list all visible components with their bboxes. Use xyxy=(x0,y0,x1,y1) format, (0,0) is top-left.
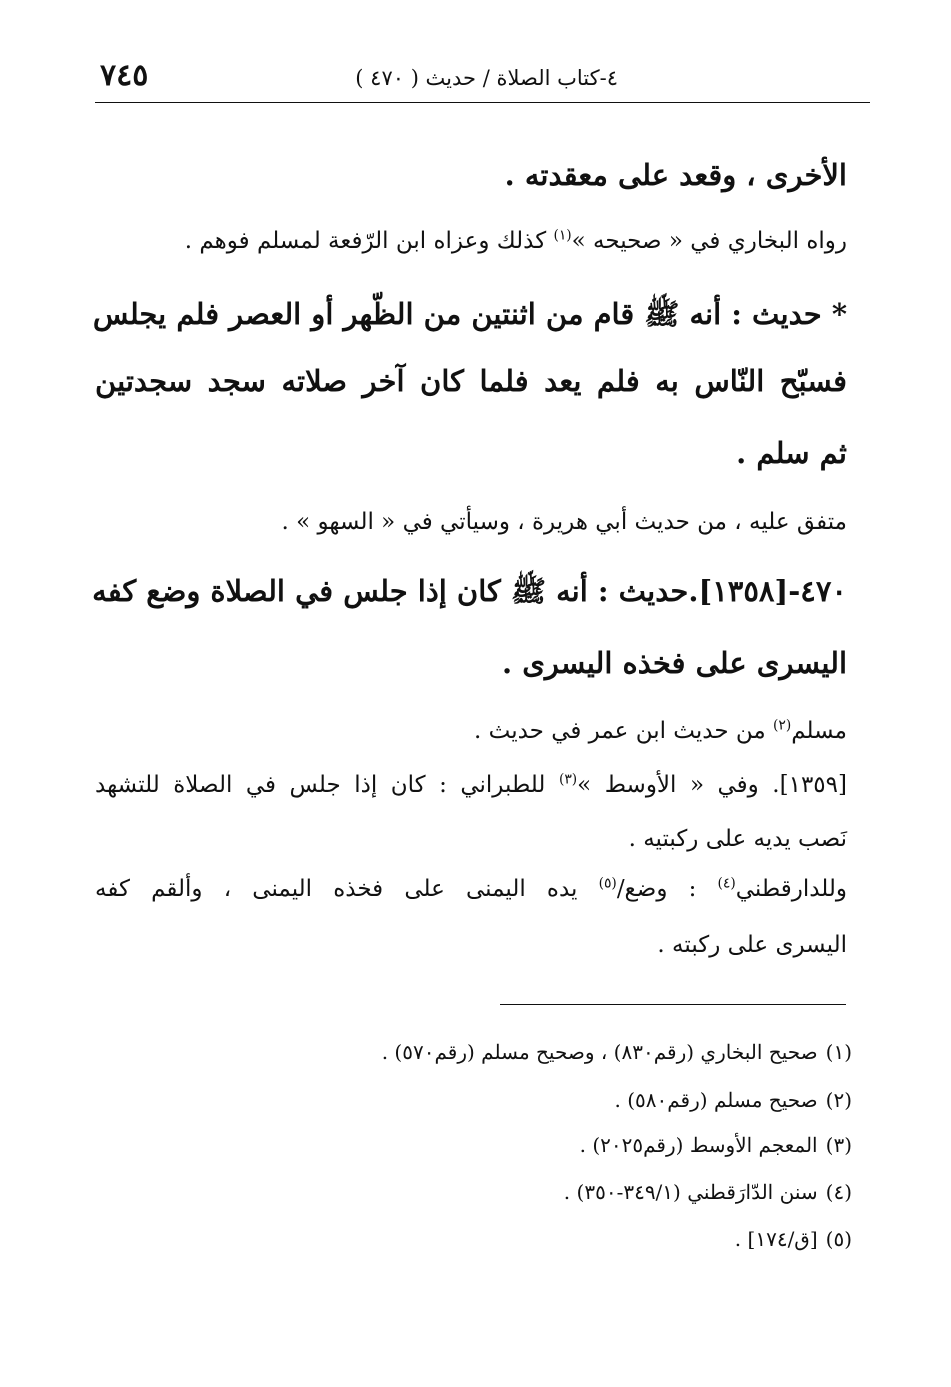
footnote-number: (٤) xyxy=(825,1180,852,1204)
body-line-text: مسلم xyxy=(791,718,847,744)
footnote xyxy=(300,1180,852,1204)
body-line-text: فسبّح النّاس به فلم يعد فلما كان آخر صلاته سجد سجدتين xyxy=(95,364,847,398)
footnote-text: صحيح مسلم (رقم٥٨٠) . xyxy=(614,1088,818,1112)
footnote-text: المعجم الأوسط (رقم٢٠٢٥) . xyxy=(579,1133,818,1157)
footnote xyxy=(300,1040,852,1064)
body-line xyxy=(95,509,847,535)
footnote-ref: (٣) xyxy=(558,771,578,788)
body-line-text: اليسرى على فخذه اليسرى . xyxy=(502,646,847,680)
body-line-text: يده اليمنى على فخذه اليمنى ، وألقم كفه xyxy=(95,876,599,902)
body-line-text: [١٣٥٩]. وفي « الأوسط » xyxy=(577,772,847,798)
footnote-ref: (٥) xyxy=(598,875,617,892)
page-number: ٧٤٥ xyxy=(100,58,149,93)
body-line-text: : وضع/ xyxy=(616,876,718,902)
footnote-text: صحيح البخاري (رقم٨٣٠) ، وصحيح مسلم (رقم٥٧٠) . xyxy=(381,1040,818,1064)
body-line xyxy=(95,826,847,852)
body-line-text: الأخرى ، وقعد على معقدته . xyxy=(504,158,847,192)
footnote-ref: (٤) xyxy=(717,875,736,892)
body-line-text: نَصب يديه على ركبتيه . xyxy=(628,826,847,852)
footnote-number: (٢) xyxy=(825,1088,852,1112)
body-line-text: وللدارقطني xyxy=(735,876,848,902)
body-line xyxy=(95,932,847,958)
body-line-text: * حديث : أنه ﷺ قام من اثنتين من الظّهر أو العصر فلم يجلس xyxy=(92,297,847,331)
hadith-line xyxy=(95,364,847,398)
hadith-line xyxy=(95,436,847,470)
running-header: ٤-كتاب الصلاة / حديث ( ٤٧٠ ) xyxy=(355,66,618,90)
body-line xyxy=(95,228,847,254)
body-line-text: ٤٧٠-[١٣٥٨].حديث : أنه ﷺ كان إذا جلس في الصلاة وضع كفه xyxy=(92,574,847,608)
footnote-text: سنن الدّارَقطني (٣٤٩/١-٣٥٠) . xyxy=(563,1180,818,1204)
body-line-text: اليسرى على ركبته . xyxy=(657,932,847,958)
footnote xyxy=(300,1133,852,1157)
body-line xyxy=(95,876,847,902)
footnote-number: (١) xyxy=(825,1040,852,1064)
footnote xyxy=(300,1227,852,1251)
body-line-text: متفق عليه ، من حديث أبي هريرة ، وسيأتي في « السهو » . xyxy=(281,509,847,535)
footnote-ref: (٢) xyxy=(773,717,792,734)
hadith-line xyxy=(92,297,847,339)
body-line xyxy=(95,772,847,798)
footnote-number: (٥) xyxy=(825,1227,852,1251)
footnote-rule xyxy=(500,1004,846,1005)
body-line-text: للطبراني : كان إذا جلس في الصلاة للتشهد xyxy=(95,772,559,798)
body-line-text: ثم سلم . xyxy=(736,436,847,470)
footnote-ref: (١) xyxy=(553,227,572,244)
body-line-text: رواه البخاري في « صحيحه » xyxy=(571,228,847,254)
header-rule xyxy=(95,102,870,103)
hadith-line xyxy=(95,646,847,680)
body-line-text: من حديث ابن عمر في حديث . xyxy=(473,718,774,744)
hadith-line xyxy=(92,574,847,616)
body-line xyxy=(95,718,847,744)
body-line xyxy=(95,158,847,192)
footnote-text: [ق/١٧٤] . xyxy=(734,1227,818,1251)
footnote-number: (٣) xyxy=(825,1133,852,1157)
body-line-text: كذلك وعزاه ابن الرّفعة لمسلم فوهم . xyxy=(184,228,554,254)
footnote xyxy=(300,1088,852,1112)
